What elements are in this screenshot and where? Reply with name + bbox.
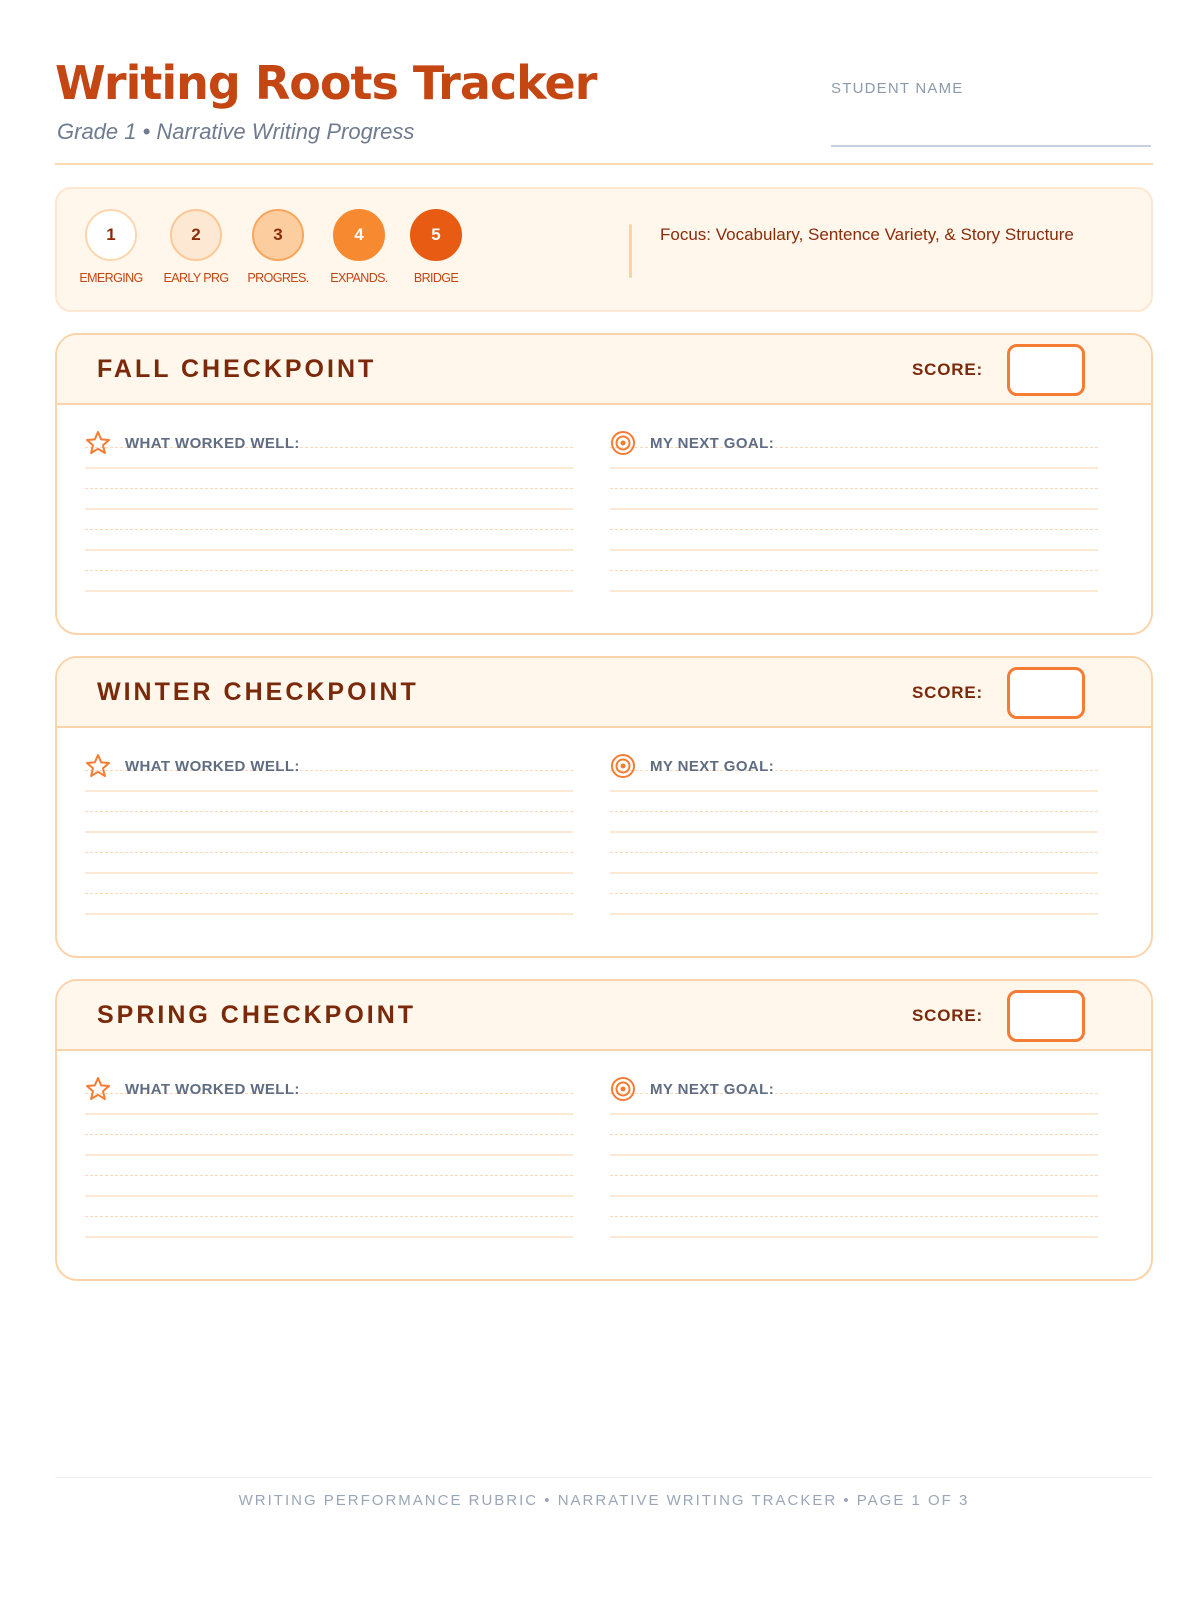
checkpoint-header (57, 981, 1151, 1051)
proficiency-scale (55, 187, 1153, 312)
scale-level-2 (151, 209, 241, 285)
level-number: 2 (170, 209, 222, 261)
footer-divider (55, 1477, 1153, 1478)
checkpoint-header (57, 335, 1151, 405)
checkpoint-title: WINTER CHECKPOINT (97, 678, 419, 706)
footer-text: WRITING PERFORMANCE RUBRIC • NARRATIVE WRITING TRACKER • PAGE 1 OF 3 (238, 1492, 970, 1509)
score-input[interactable] (1007, 344, 1085, 396)
target-icon (610, 430, 636, 456)
writing-area[interactable] (85, 590, 573, 592)
checkpoint-winter (55, 656, 1153, 958)
next-goal-label: MY NEXT GOAL: (650, 1081, 775, 1098)
target-icon (610, 1076, 636, 1102)
next-goal-section (610, 431, 1098, 592)
level-number: 3 (252, 209, 304, 261)
what-worked-well-section (85, 754, 573, 915)
level-number: 5 (410, 209, 462, 261)
target-icon (610, 753, 636, 779)
next-goal-section (610, 754, 1098, 915)
level-label: EMERGING (79, 271, 143, 285)
score-input[interactable] (1007, 990, 1085, 1042)
page (55, 0, 1153, 1600)
what-worked-well-section (85, 1077, 573, 1238)
writing-area[interactable] (610, 1236, 1098, 1238)
checkpoint-spring (55, 979, 1153, 1281)
score-label: SCORE: (912, 360, 983, 379)
scale-level-3 (233, 209, 323, 285)
score-label: SCORE: (912, 1006, 983, 1025)
level-label: EARLY PRG (163, 271, 229, 285)
checkpoint-header (57, 658, 1151, 728)
writing-area[interactable] (610, 913, 1098, 915)
header (55, 55, 1153, 165)
student-name-field[interactable] (831, 145, 1151, 147)
what-worked-well-section (85, 431, 573, 592)
checkpoint-title: FALL CHECKPOINT (97, 355, 377, 383)
next-goal-section (610, 1077, 1098, 1238)
focus-text: Focus: Vocabulary, Sentence Variety, & Story Structure (660, 225, 1074, 244)
next-goal-label: MY NEXT GOAL: (650, 435, 775, 452)
writing-area[interactable] (85, 913, 573, 915)
what-worked-well-label: WHAT WORKED WELL: (125, 1081, 300, 1098)
level-number: 1 (85, 209, 137, 261)
what-worked-well-label: WHAT WORKED WELL: (125, 758, 300, 775)
checkpoint-title: SPRING CHECKPOINT (97, 1001, 417, 1029)
scale-divider (629, 224, 632, 278)
star-icon (85, 1076, 111, 1102)
page-title: Writing Roots Tracker (55, 56, 597, 110)
writing-area[interactable] (85, 1236, 573, 1238)
level-label: EXPANDS. (330, 271, 388, 285)
writing-area[interactable] (610, 590, 1098, 592)
star-icon (85, 753, 111, 779)
scale-level-1 (66, 209, 156, 285)
scale-level-5 (391, 209, 481, 285)
page-subtitle: Grade 1 • Narrative Writing Progress (57, 119, 415, 144)
next-goal-label: MY NEXT GOAL: (650, 758, 775, 775)
level-label: PROGRES. (247, 271, 309, 285)
score-label: SCORE: (912, 683, 983, 702)
student-name-label: STUDENT NAME (831, 80, 964, 97)
level-label: BRIDGE (413, 271, 459, 285)
score-input[interactable] (1007, 667, 1085, 719)
what-worked-well-label: WHAT WORKED WELL: (125, 435, 300, 452)
checkpoint-fall (55, 333, 1153, 635)
star-icon (85, 430, 111, 456)
level-number: 4 (333, 209, 385, 261)
